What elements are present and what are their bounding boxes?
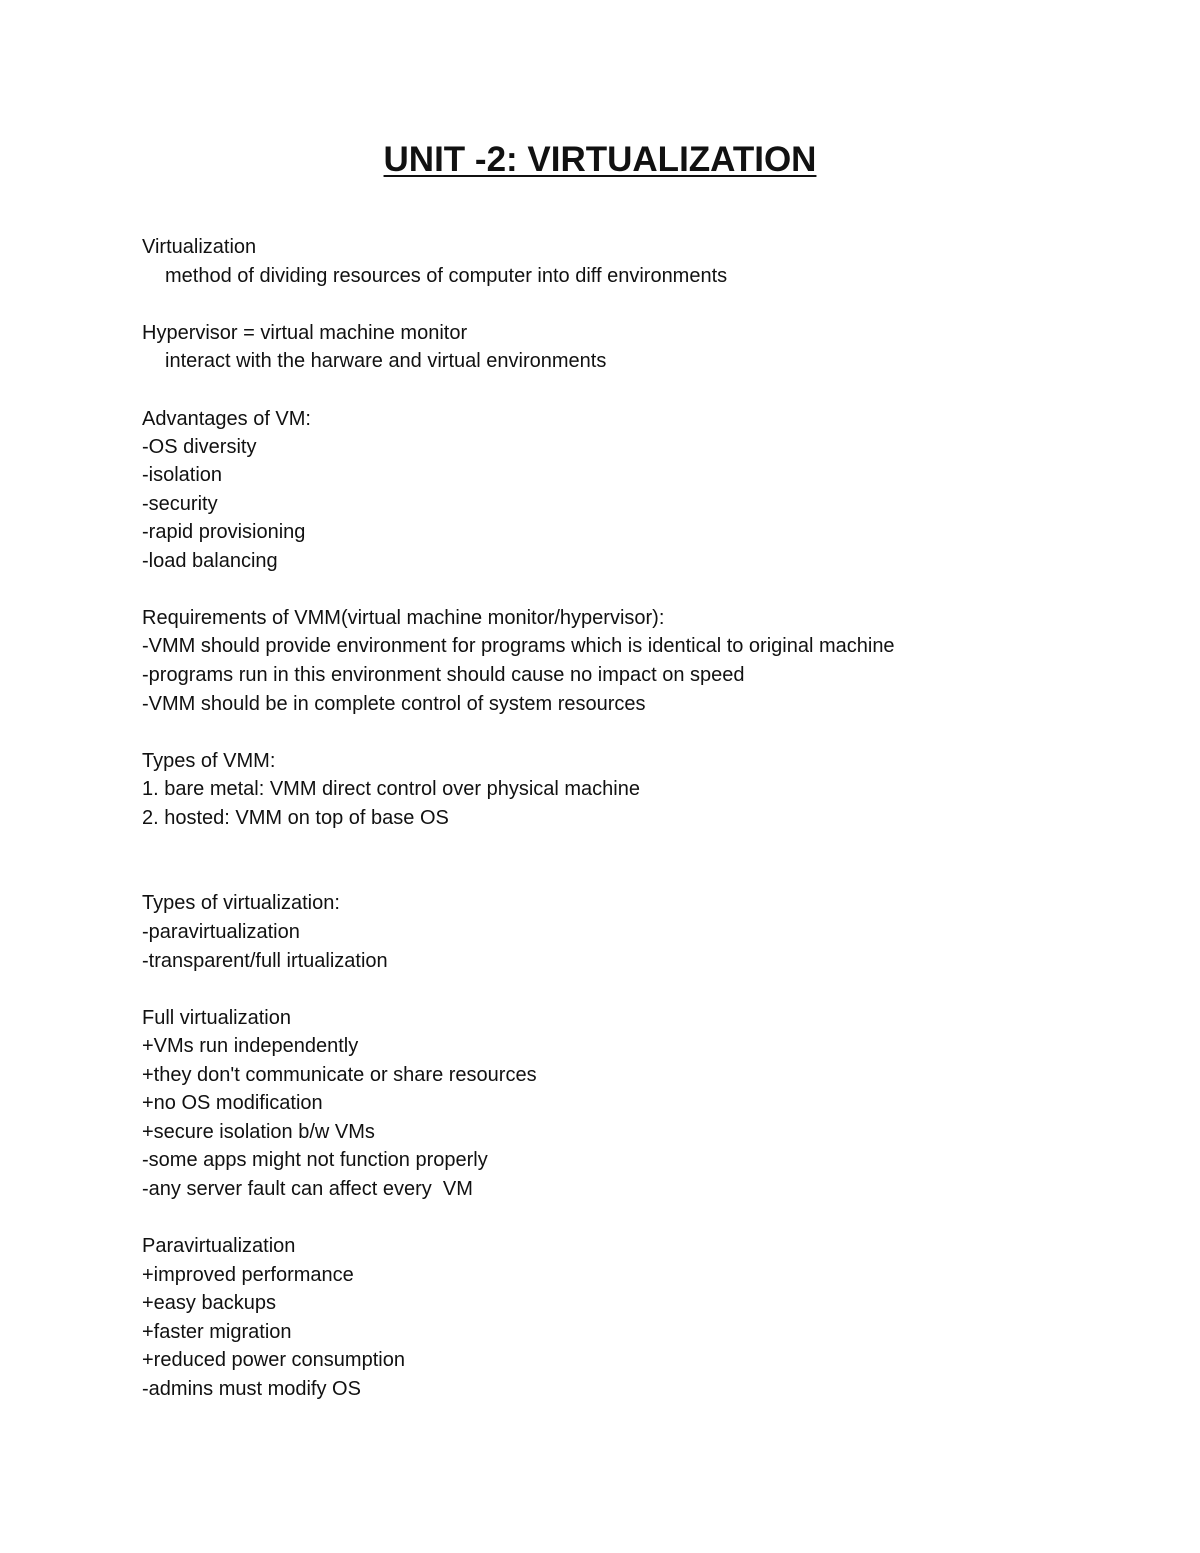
section-heading-types-virtualization: Types of virtualization: bbox=[142, 892, 340, 914]
section-heading-hypervisor: Hypervisor = virtual machine monitor bbox=[142, 322, 468, 344]
section-heading-virtualization: Virtualization bbox=[142, 236, 257, 258]
list-item: +no OS modification bbox=[142, 1092, 323, 1114]
section-heading-advantages: Advantages of VM: bbox=[142, 408, 311, 430]
list-item: -isolation bbox=[142, 464, 223, 486]
list-item: +reduced power consumption bbox=[142, 1349, 405, 1371]
list-item: -VMM should be in complete control of system resources bbox=[142, 693, 646, 715]
list-item: -VMM should provide environment for programs which is identical to original machine bbox=[142, 635, 895, 657]
list-item: +easy backups bbox=[142, 1292, 276, 1314]
list-item: -some apps might not function properly bbox=[142, 1149, 488, 1171]
list-item: -security bbox=[142, 493, 218, 515]
list-item: 1. bare metal: VMM direct control over physical machine bbox=[142, 778, 640, 800]
list-item: 2. hosted: VMM on top of base OS bbox=[142, 807, 449, 829]
list-item: +improved performance bbox=[142, 1264, 354, 1286]
page-title: UNIT -2: VIRTUALIZATION bbox=[383, 140, 817, 179]
section-heading-full-virtualization: Full virtualization bbox=[142, 1007, 291, 1029]
list-item: -admins must modify OS bbox=[142, 1378, 361, 1400]
body-line: method of dividing resources of computer into diff environments bbox=[165, 265, 728, 287]
list-item: +they don't communicate or share resources bbox=[142, 1064, 537, 1086]
section-heading-requirements: Requirements of VMM(virtual machine monitor/hypervisor): bbox=[142, 607, 665, 629]
section-heading-types-vmm: Types of VMM: bbox=[142, 750, 276, 772]
list-item: -transparent/full irtualization bbox=[142, 950, 388, 972]
list-item: +VMs run independently bbox=[142, 1035, 359, 1057]
section-heading-paravirtualization: Paravirtualization bbox=[142, 1235, 296, 1257]
list-item: +faster migration bbox=[142, 1321, 292, 1343]
list-item: -paravirtualization bbox=[142, 921, 300, 943]
list-item: -programs run in this environment should cause no impact on speed bbox=[142, 664, 745, 686]
body-line: interact with the harware and virtual environments bbox=[165, 350, 607, 372]
list-item: -any server fault can affect every VM bbox=[142, 1178, 473, 1200]
list-item: +secure isolation b/w VMs bbox=[142, 1121, 375, 1143]
list-item: -OS diversity bbox=[142, 436, 257, 458]
list-item: -load balancing bbox=[142, 550, 278, 572]
list-item: -rapid provisioning bbox=[142, 521, 306, 543]
